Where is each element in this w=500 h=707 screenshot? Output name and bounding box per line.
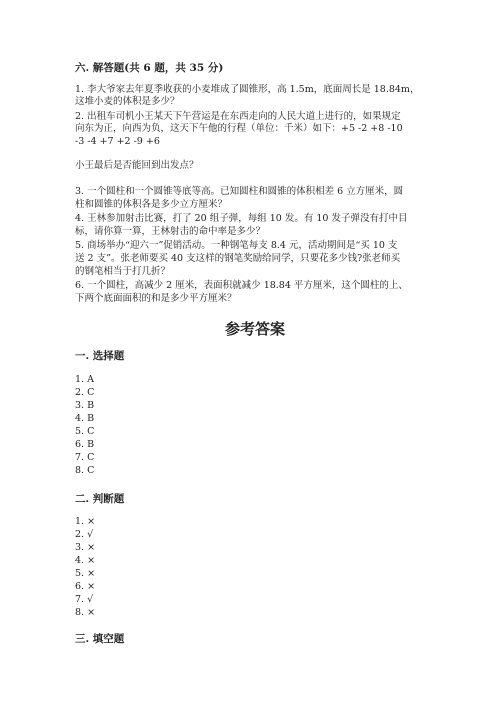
judge-answer: 4. × bbox=[75, 555, 96, 566]
question-line: 的钢笔相当于打几折？ bbox=[75, 266, 171, 277]
choice-answer: 8. C bbox=[75, 465, 95, 476]
question-line: 标，请你算一算，王林射击的命中率是多少？ bbox=[75, 226, 266, 237]
judge-section-title: 二. 判断题 bbox=[75, 493, 125, 505]
choice-section-title: 一. 选择题 bbox=[75, 350, 125, 362]
choice-answer: 4. B bbox=[75, 413, 95, 424]
judge-answer: 8. × bbox=[75, 607, 96, 618]
choice-answer: 5. C bbox=[75, 426, 95, 437]
judge-answer: 7. √ bbox=[75, 594, 94, 605]
question-line: 5. 商场举办“迎六一”促销活动。一种钢笔每支 8.4 元，活动期间是“买 10 支 bbox=[75, 240, 398, 251]
answer-key-title: 参考答案 bbox=[224, 320, 285, 338]
question-line: 这堆小麦的体积是多少？ bbox=[75, 96, 180, 107]
question-line: 6. 一个圆柱，高减少 2 厘米，表面积就减少 18.84 平方厘米，这个圆柱的上、 bbox=[75, 280, 408, 291]
question-line: 小王最后是否能回到出发点？ bbox=[75, 160, 199, 171]
judge-answer: 6. × bbox=[75, 581, 96, 592]
question-line: 3. 一个圆柱和一个圆锥等底等高。已知圆柱和圆锥的体积相差 6 立方厘米，圆 bbox=[75, 186, 404, 197]
question-line: 2. 出租车司机小王某天下午营运是在东西走向的人民大道上进行的，如果规定 bbox=[75, 111, 401, 122]
question-line: -3 -4 +7 +2 -9 +6 bbox=[75, 136, 160, 147]
judge-answer: 5. × bbox=[75, 568, 96, 579]
fill-section-title: 三. 填空题 bbox=[75, 633, 125, 645]
choice-answer: 1. A bbox=[75, 374, 94, 385]
question-line: 4. 王林参加射击比赛，打了 20 组子弹，每组 10 发。有 10 发子弹没有打中目 bbox=[75, 213, 408, 224]
judge-answer: 3. × bbox=[75, 542, 96, 553]
choice-answer: 2. C bbox=[75, 387, 95, 398]
choice-answer: 7. C bbox=[75, 452, 95, 463]
question-line: 送 2 支”。张老师要买 40 支这样的钢笔奖励给同学，只要花多少钱?张老师买 bbox=[75, 253, 401, 264]
question-line: 1. 李大爷家去年夏季收获的小麦堆成了圆锥形，高 1.5m，底面周长是 18.84m， bbox=[75, 84, 420, 95]
judge-answer: 1. × bbox=[75, 516, 96, 527]
choice-answer: 3. B bbox=[75, 400, 95, 411]
choice-answer: 6. B bbox=[75, 439, 95, 450]
question-line: 向东为正，向西为负，这天下午他的行程（单位：千米）如下：+5 -2 +8 -10 bbox=[75, 123, 403, 134]
section-6-title: 六. 解答题(共 6 题，共 35 分) bbox=[75, 62, 224, 74]
judge-answer: 2. √ bbox=[75, 529, 94, 540]
question-line: 下两个底面面积的和是多少平方厘米？ bbox=[75, 293, 237, 304]
question-line: 柱和圆锥的体积各是多少立方厘米？ bbox=[75, 199, 228, 210]
